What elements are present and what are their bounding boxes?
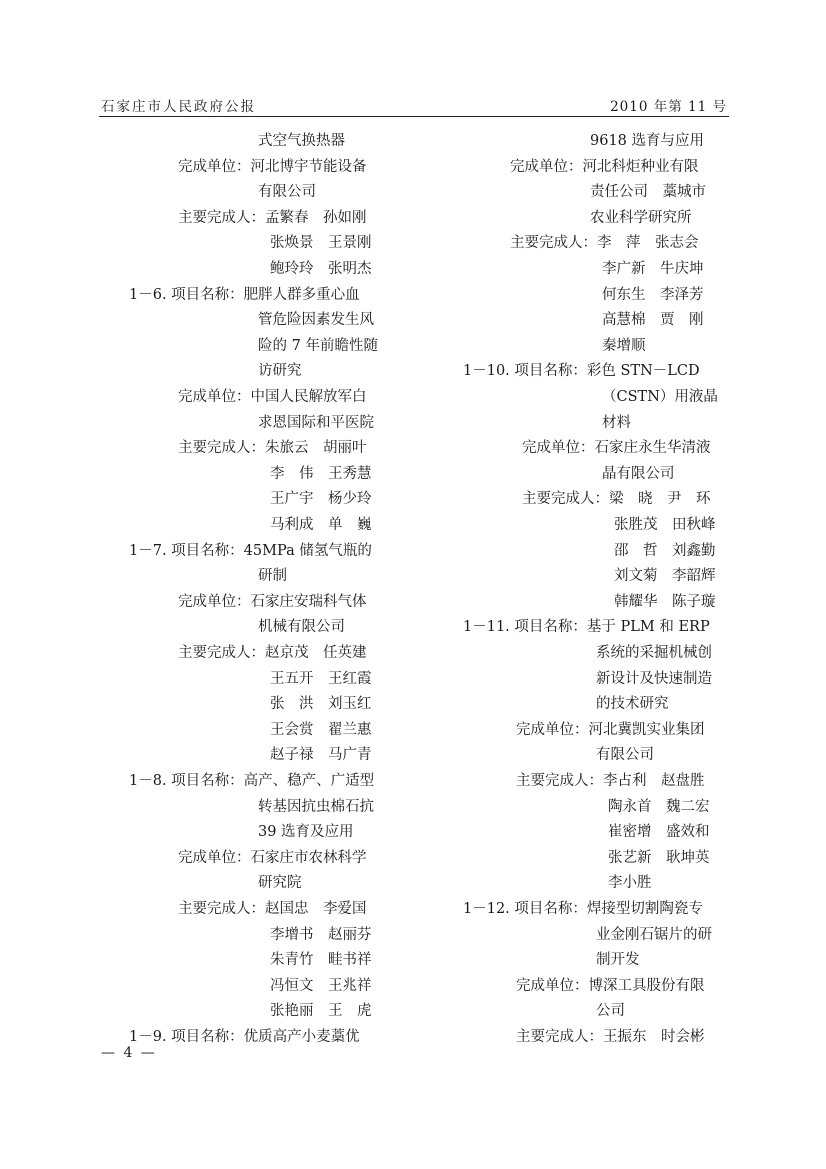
- text-line: 研制: [258, 568, 287, 585]
- text-line: 主要完成人：赵国忠 李爱国: [178, 901, 367, 917]
- text-line: 完成单位：石家庄市农林科学: [178, 849, 367, 866]
- text-line: 1－12. 项目名称：焊接型切割陶瓷专: [463, 901, 703, 917]
- text-line: 1－11. 项目名称：基于 PLM 和 ERP: [463, 619, 710, 636]
- text-line: 业金刚石锯片的研: [596, 926, 712, 943]
- text-line: 主要完成人：李 萍 张志会: [510, 235, 699, 252]
- text-line: 完成单位：博深工具股份有限: [516, 977, 705, 994]
- page-number: — 4 —: [101, 1045, 157, 1061]
- text-line: 新设计及快速制造: [596, 670, 712, 687]
- text-line: 责任公司 藁城市: [590, 184, 706, 201]
- text-line: 有限公司: [258, 184, 316, 201]
- text-line: 陶永首 魏二宏: [608, 798, 710, 815]
- text-line: 邵 哲 刘鑫勤: [614, 542, 716, 559]
- text-line: 转基因抗虫棉石抗: [258, 798, 374, 815]
- text-line: 研究院: [258, 875, 302, 892]
- text-line: 完成单位：中国人民解放军白: [178, 389, 367, 405]
- text-line: 张胜茂 田秋峰: [614, 517, 716, 533]
- text-line: 的技术研究: [596, 696, 669, 713]
- text-line: （CSTN）用液晶: [602, 389, 718, 405]
- text-line: 鲍玲玲 张明杰: [270, 261, 372, 277]
- text-line: 主要完成人：赵京茂 任英建: [178, 645, 367, 661]
- text-line: 材料: [602, 414, 631, 431]
- text-line: 1－7. 项目名称：45MPa 储氢气瓶的: [129, 542, 372, 559]
- text-line: 1－6. 项目名称：肥胖人群多重心血: [129, 286, 360, 303]
- text-line: 主要完成人：朱旅云 胡丽叶: [178, 440, 367, 457]
- text-line: 朱青竹 畦书祥: [270, 952, 372, 969]
- text-line: 主要完成人：梁 晓 尹 环: [522, 491, 711, 508]
- text-line: 崔密增 盛效和: [608, 824, 710, 841]
- text-line: 王五开 王红霞: [270, 670, 372, 687]
- text-line: 王广宇 杨少玲: [270, 491, 372, 508]
- text-line: 完成单位：河北冀凯实业集团: [516, 721, 705, 738]
- text-line: 险的 7 年前瞻性随: [258, 337, 378, 354]
- text-line: 马利成 单 巍: [270, 517, 372, 533]
- text-line: 王会赏 翟兰惠: [270, 721, 372, 738]
- text-line: 主要完成人：孟繁春 孙如刚: [178, 209, 367, 226]
- text-line: 完成单位：河北科炬种业有限: [510, 158, 699, 175]
- text-line: 机械有限公司: [258, 619, 345, 636]
- text-line: 李增书 赵丽芬: [270, 926, 372, 943]
- text-line: 韩耀华 陈子璇: [614, 593, 716, 610]
- text-line: 晶有限公司: [602, 465, 675, 482]
- text-line: 张艳丽 王 虎: [270, 1003, 372, 1020]
- text-line: 1－9. 项目名称：优质高产小麦藁优: [129, 1029, 360, 1045]
- text-line: 39 选育及应用: [258, 824, 354, 841]
- publication-title: 石家庄市人民政府公报: [101, 99, 256, 115]
- text-line: 1－8. 项目名称：高产、稳产、广适型: [129, 773, 375, 789]
- text-line: 系统的采掘机械创: [596, 645, 712, 661]
- text-line: 主要完成人：王振东 时会彬: [516, 1029, 705, 1045]
- text-line: 管危险因素发生风: [258, 312, 374, 329]
- text-line: 公司: [596, 1003, 625, 1020]
- text-line: 求恩国际和平医院: [258, 414, 374, 431]
- text-line: 秦增顺: [602, 337, 646, 354]
- text-line: 完成单位：石家庄安瑞科气体: [178, 593, 367, 610]
- text-line: 完成单位：河北博宇节能设备: [178, 158, 367, 175]
- text-line: 刘文菊 李韶辉: [614, 568, 716, 585]
- text-line: 李广新 牛庆坤: [602, 261, 704, 277]
- text-line: 赵子禄 马广青: [270, 747, 372, 764]
- issue-number: 2010 年第 11 号: [610, 99, 727, 115]
- text-line: 李小胜: [608, 875, 652, 892]
- text-line: 制开发: [596, 952, 640, 969]
- text-line: 有限公司: [596, 747, 654, 764]
- text-line: 农业科学研究所: [590, 209, 692, 226]
- text-line: 李 伟 王秀慧: [270, 465, 372, 482]
- text-line: 式空气换热器: [258, 133, 345, 149]
- text-line: 1－10. 项目名称：彩色 STN－LCD: [463, 363, 700, 380]
- text-line: 张 洪 刘玉红: [270, 696, 372, 713]
- header-divider: [99, 116, 729, 117]
- text-line: 张艺新 耿坤英: [608, 849, 710, 866]
- text-line: 何东生 李泽芳: [602, 286, 704, 303]
- text-line: 张焕景 王景刚: [270, 235, 372, 252]
- text-line: 冯恒文 王兆祥: [270, 977, 372, 994]
- text-line: 主要完成人：李占利 赵盘胜: [516, 773, 705, 789]
- text-line: 完成单位：石家庄永生华清液: [522, 440, 711, 457]
- text-line: 9618 选育与应用: [590, 133, 705, 149]
- text-line: 访研究: [258, 363, 302, 380]
- text-line: 高慧棉 贾 刚: [602, 312, 704, 329]
